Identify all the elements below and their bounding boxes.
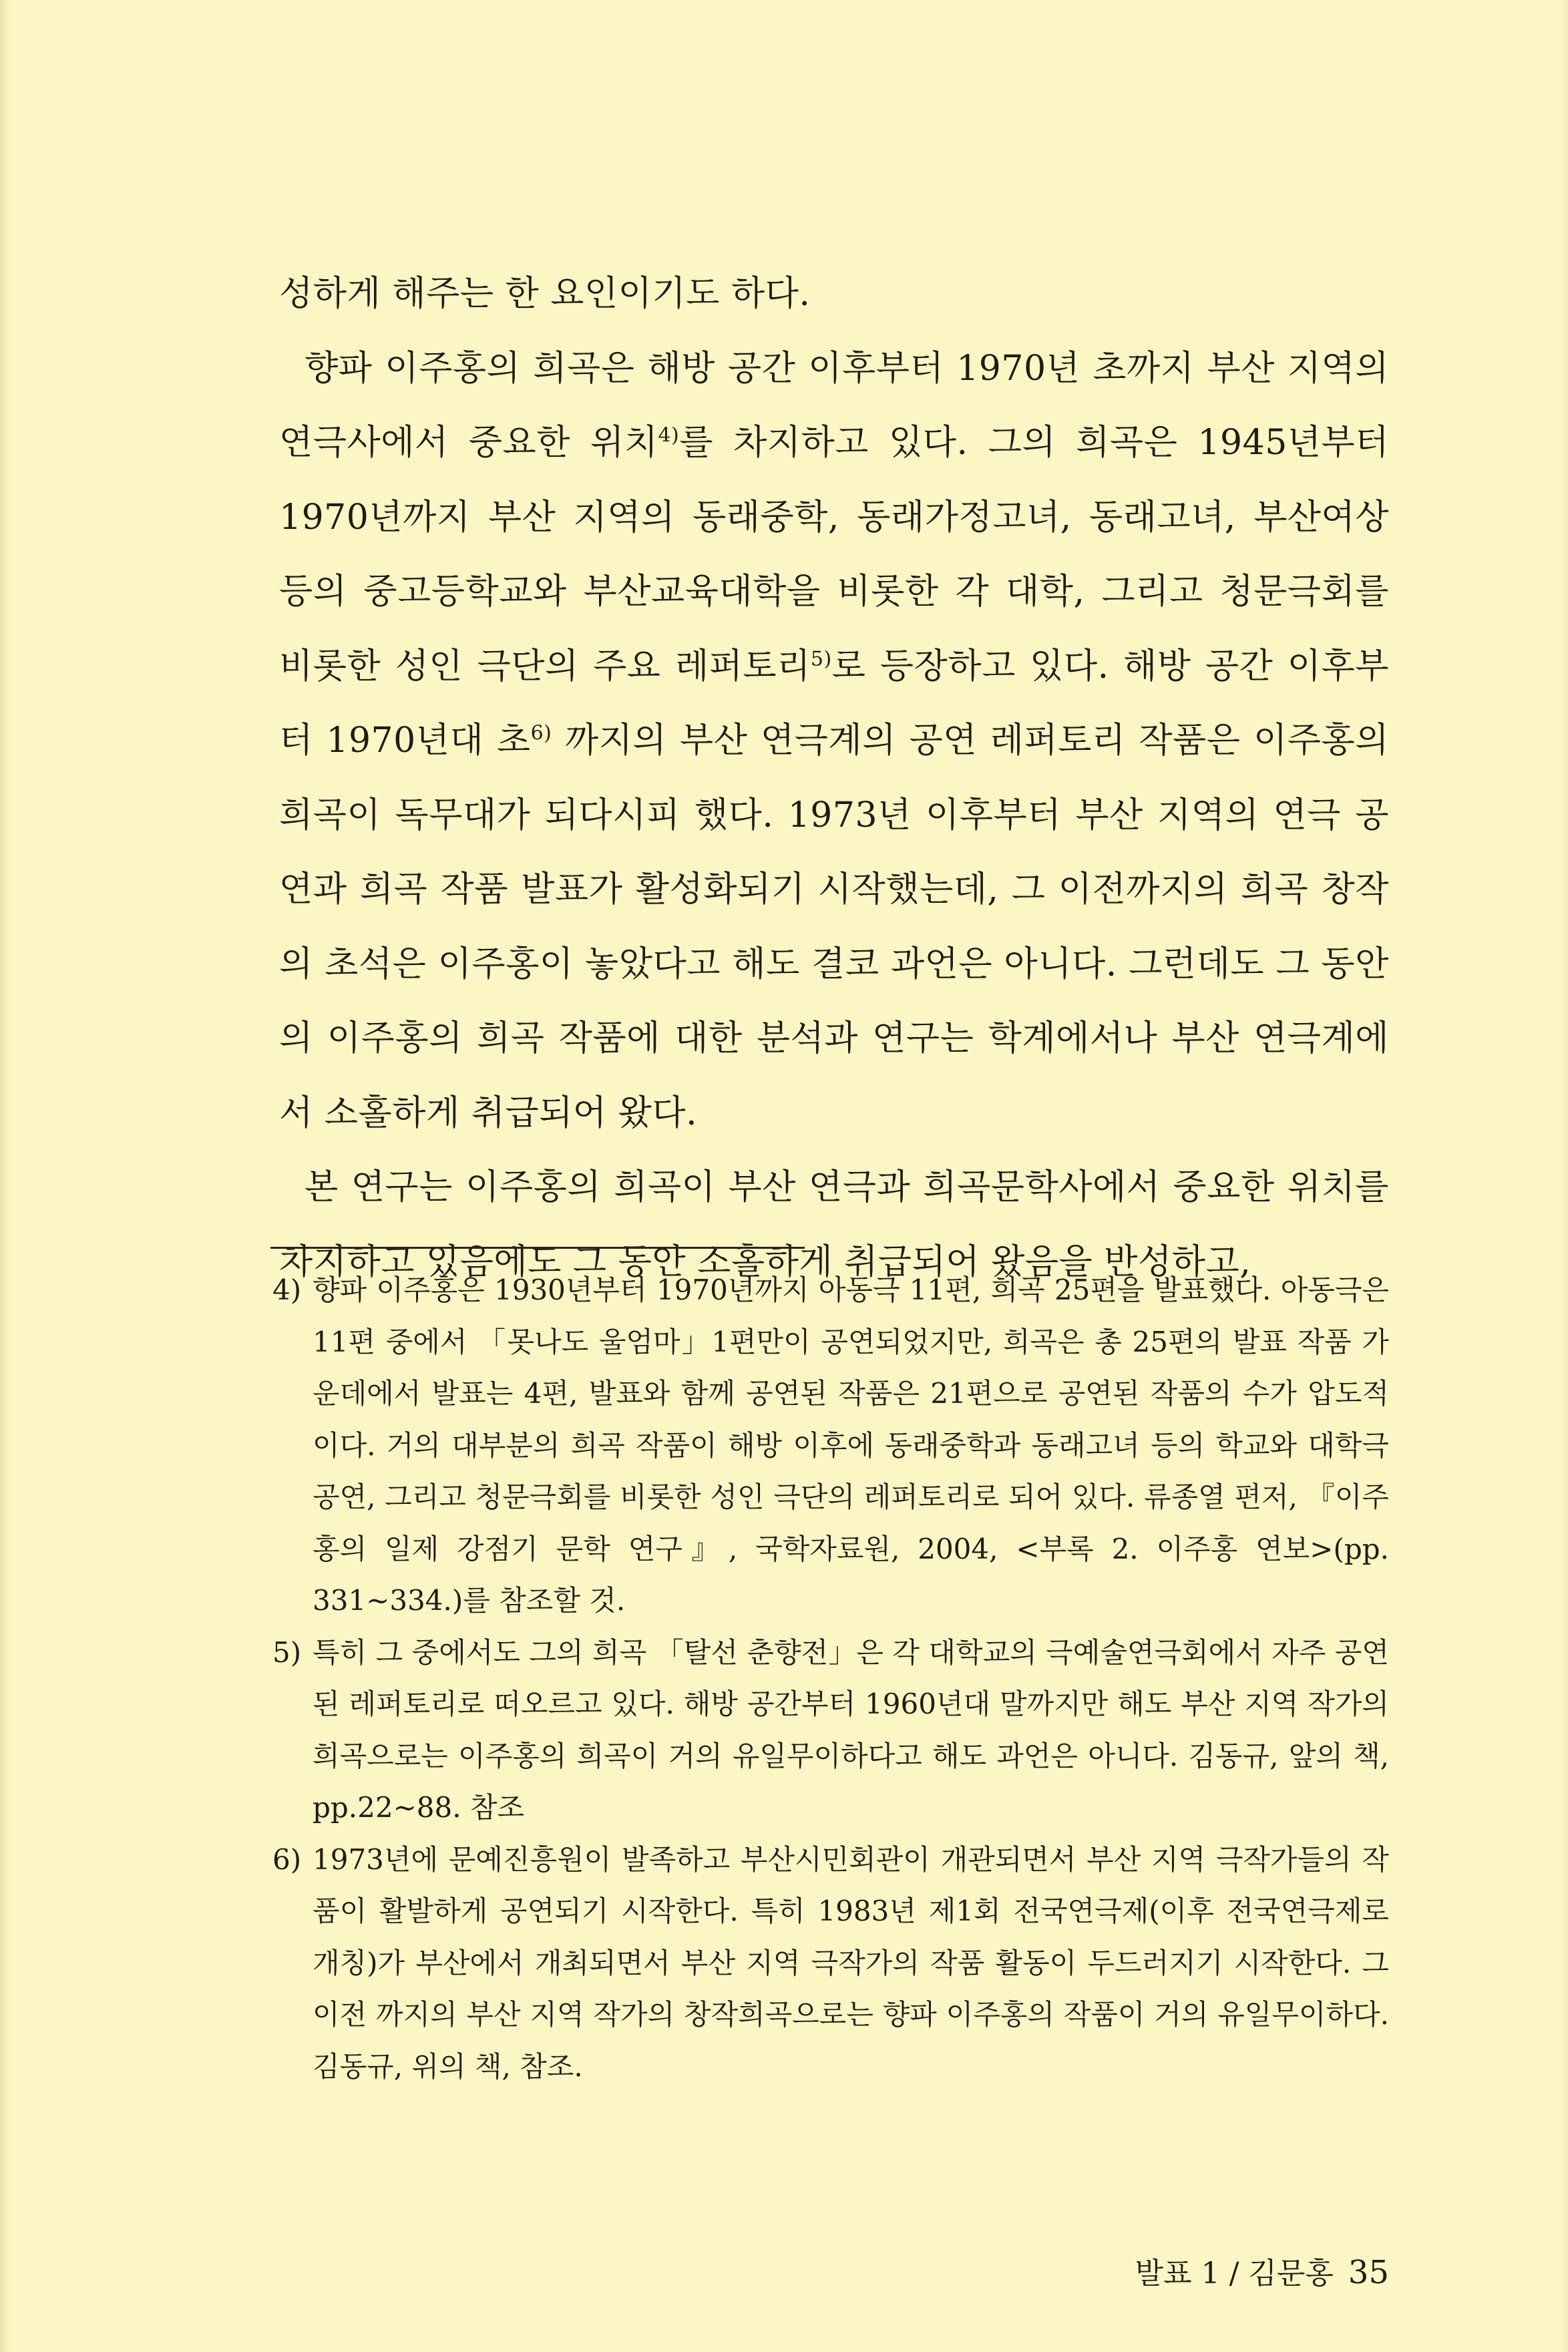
body-text (279, 257, 1389, 1300)
page-edge-left (0, 0, 9, 2352)
footnote-text: 1973년에 문예진흥원이 발족하고 부산시민회관이 개관되면서 부산 지역 극작가들의 작품이 활발하게 공연되기 시작한다. 특히 1983년 제1회 전국연극제(이후 전국연극제로 개칭)가 부산에서 개최되면서 부산 지역 극작가의 작품 활동이 두드러지기 시작한다. 그 이전 까지의 부산 지역 작가의 창작희곡으로는 향파 이주홍의 작품이 거의 유일무이하다. 김동규, 위의 책, 참조. (313, 1842, 1389, 2083)
footnote-divider (270, 1247, 805, 1249)
paragraph-2-text-a: 향파 이주홍의 희곡은 해방 공간 이후부터 1970년 초까지 부산 지역의 연극사에서 중요한 위치 (279, 348, 1389, 463)
footnote-text: 향파 이주홍은 1930년부터 1970년까지 아동극 11편, 희곡 25편을 발표했다. 아동극은 11편 중에서 「못나도 울엄마」1편만이 공연되었지만, 희곡은 총 25편의 발표 작품 가운데에서 발표는 4편, 발표와 함께 공연된 작품은 21편으로 공연된 작품의 수가 압도적이다. 거의 대부분의 희곡 작품이 해방 이후에 동래중학과 동래고녀 등의 학교와 대학극 공연, 그리고 청문극회를 비롯한 성인 극단의 레퍼토리로 되어 있다. 류종열 편저, 『이주홍의 일제 강점기 문학 연구』, 국학자료원, 2004, <부록 2. 이주홍 연보>(pp. 331~334.)를 참조할 것. (313, 1273, 1390, 1617)
page-number: 35 (1348, 2254, 1389, 2291)
paragraph-1 (279, 257, 1389, 332)
footnote-number: 4) (272, 1273, 302, 1306)
footnote-6 (272, 1834, 1389, 2093)
paragraph-3-text: 본 연구는 이주홍의 희곡이 부산 연극과 희곡문학사에서 중요한 위치를 차지하고 있음에도 그 동안 소홀하게 취급되어 왔음을 반성하고, (279, 1167, 1389, 1282)
paragraph-2 (279, 332, 1389, 1151)
paragraph-2-text-d: 까지의 부산 연극계의 공연 레퍼토리 작품은 이주홍의 희곡이 독무대가 되다시피 했다. 1973년 이후부터 부산 지역의 연극 공연과 희곡 작품 발표가 활성화되기 시작했는데, 그 이전까지의 희곡 창작의 초석은 이주홍이 놓았다고 해도 결코 과언은 아니다. 그런데도 그 동안의 이주홍의 희곡 작품에 대한 분석과 연구는 학계에서나 부산 연극계에서 소홀하게 취급되어 왔다. (279, 721, 1389, 1133)
paragraph-2-text-b: 를 차지하고 있다. 그의 희곡은 1945년부터 1970년까지 부산 지역의 동래중학, 동래가정고녀, 동래고녀, 부산여상 등의 중고등학교와 부산교육대학을 비롯한 각 대학, 그리고 청문극회를 비롯한 성인 극단의 주요 레퍼토리 (279, 423, 1389, 687)
footnote-5 (272, 1627, 1389, 1834)
footnote-number: 5) (272, 1635, 302, 1669)
footnote-text: 특히 그 중에서도 그의 희곡 「탈선 춘향전」은 각 대학교의 극예술연극회에서 자주 공연된 레퍼토리로 떠오르고 있다. 해방 공간부터 1960년대 말까지만 해도 부산 지역 작가의 희곡으로는 이주홍의 희곡이 거의 유일무이하다고 해도 과언은 아니다. 김동규, 앞의 책, pp.22~88. 참조 (313, 1635, 1389, 1824)
footnote-ref-5[interactable]: 5) (810, 647, 832, 671)
footnote-number: 6) (272, 1842, 302, 1876)
paragraph-1-text: 성하게 해주는 한 요인이기도 하다. (279, 274, 811, 314)
footnote-4 (272, 1264, 1389, 1627)
page-edge-right (1561, 0, 1568, 2352)
footnotes (272, 1264, 1389, 2092)
footnote-ref-6[interactable]: 6) (530, 721, 552, 745)
running-footer-label: 발표 1 / 김문홍 (1135, 2257, 1334, 2291)
page-footer (1135, 2249, 1389, 2292)
footnote-ref-4[interactable]: 4) (658, 423, 680, 447)
paragraph-2-text-c: 로 등장하고 있다. 해방 공간 이후부터 1970년대 초 (279, 646, 1389, 761)
